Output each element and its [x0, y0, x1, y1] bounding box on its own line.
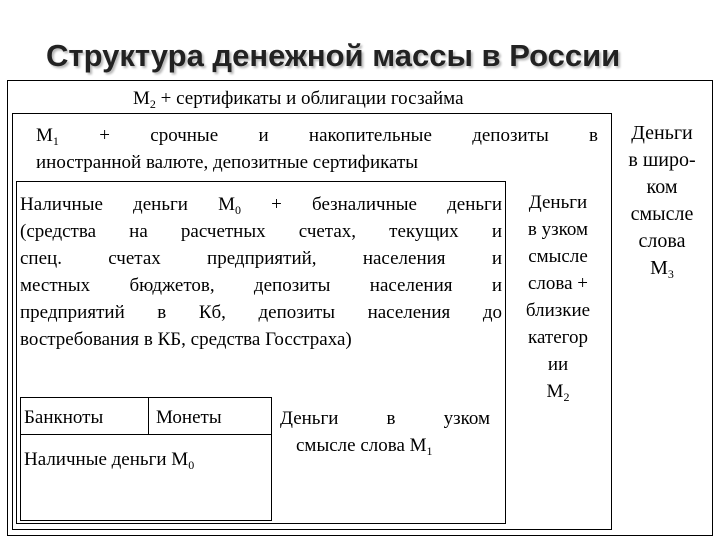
broad-money-line: в широ-: [628, 149, 696, 171]
broad-money-line: смысле: [630, 203, 694, 225]
banknotes-label: Банкноты: [24, 407, 104, 428]
narrow-m1-line2: смысле слова $М_1$: [296, 435, 433, 458]
m2-side-line: ии: [547, 354, 569, 375]
broad-money-line: слова: [638, 230, 686, 252]
main-block-line: местных бюджетов, депозиты населения и: [20, 275, 502, 296]
m1-row-line2: иностранной валюте, депозитные сертификаты: [36, 152, 419, 173]
banknotes-coins-divider: [148, 397, 149, 434]
m2-side-line: в узком: [527, 219, 589, 240]
cash-m0-label: Наличные деньги $М_0$: [24, 449, 195, 472]
main-block-line1: Наличные деньги $М_0$ + безналичные деньги: [20, 194, 502, 217]
m2-side-line: Деньги: [528, 192, 588, 213]
m2-side-line: категор: [528, 327, 588, 348]
broad-money-line: Деньги: [631, 122, 693, 144]
broad-money-m3: $М_3$: [650, 257, 674, 281]
m0-row-divider: [20, 434, 272, 435]
m2-side-line: слова +: [527, 273, 589, 294]
main-block-line: востребования в КБ, средства Госстраха): [20, 329, 352, 350]
coins-label: Монеты: [156, 407, 222, 428]
m1-row-line1: $М_1$ + срочные и накопительные депозиты в: [36, 125, 598, 148]
m2-side-line: смысле: [528, 246, 588, 267]
m2-header: $М_2$ + сертификаты и облигации госзайма: [133, 88, 464, 111]
broad-money-label: [612, 120, 712, 282]
main-block-line: спец. счетах предприятий, населения и: [20, 248, 502, 269]
broad-money-line: ком: [646, 176, 678, 198]
main-block-line: предприятий в Кб, депозиты населения до: [20, 302, 502, 323]
main-block-line: (средства на расчетных счетах, текущих и: [20, 221, 502, 242]
page-title: Структура денежной массы в России: [46, 38, 621, 73]
m2-side-m2: $М_2$: [546, 381, 570, 404]
narrow-m1-line1: Деньги в узком: [280, 408, 490, 429]
m2-side-line: близкие: [525, 300, 591, 321]
m2-side-label: [508, 189, 608, 405]
